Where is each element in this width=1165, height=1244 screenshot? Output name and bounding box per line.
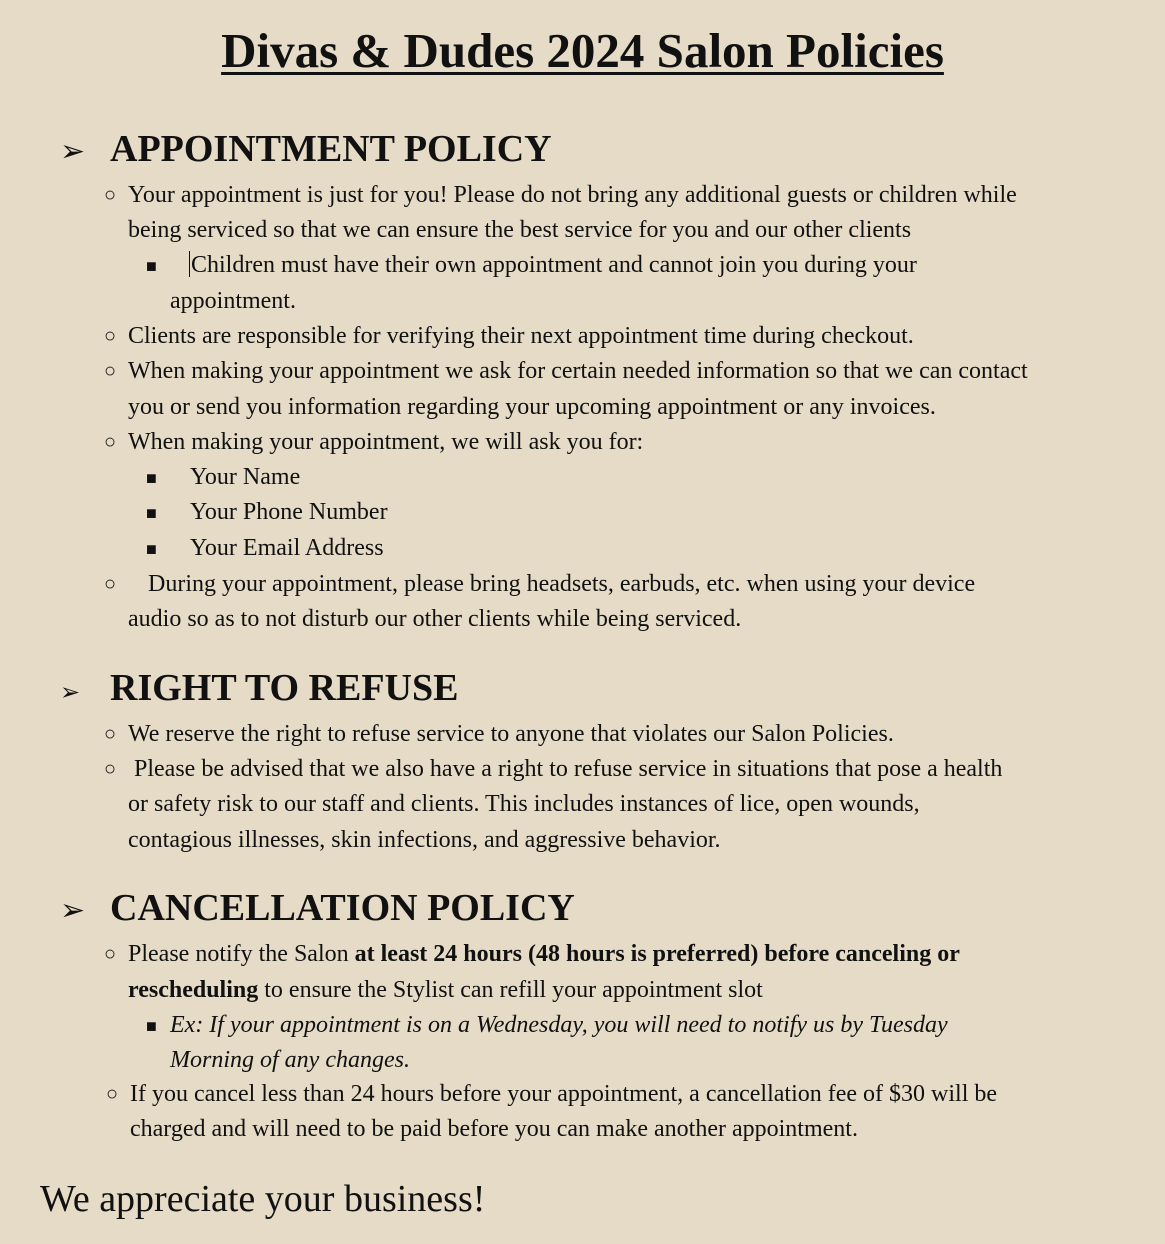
filled-square-icon: ■ (146, 1016, 157, 1036)
policy-text-plain: to ensure the Stylist can refill your appointment slot (258, 977, 763, 1003)
hollow-circle-icon: ○ (104, 758, 117, 780)
policy-example (170, 1009, 948, 1041)
arrowhead-icon: ➢ (60, 894, 86, 927)
section-heading-label: RIGHT TO REFUSE (110, 667, 459, 709)
policy-text (128, 974, 763, 1006)
section-heading-label: APPOINTMENT POLICY (110, 128, 552, 170)
hollow-circle-icon: ○ (104, 573, 117, 595)
hollow-circle-icon: ○ (104, 360, 117, 382)
policy-text: When making your appointment we ask for certain needed information so that we can contact (128, 358, 1028, 384)
section-heading-cancellation (60, 885, 575, 934)
filled-square-icon: ■ (146, 256, 157, 276)
policy-subitem-text: Your Email Address (190, 535, 384, 561)
section-heading-refuse (60, 665, 458, 716)
policy-text: being serviced so that we can ensure the best service for you and our other clients (128, 217, 912, 243)
closing-message: We appreciate your business! (40, 1178, 486, 1220)
policy-text: contagious illnesses, skin infections, and aggressive behavior. (128, 827, 721, 853)
policy-text: Please be advised that we also have a right to refuse service in situations that pose a health (134, 756, 1003, 782)
policy-text-plain: Please notify the Salon (128, 941, 355, 967)
page-title: Divas & Dudes 2024 Salon Policies (221, 23, 944, 78)
policy-subitem-text: Children must have their own appointment and cannot join you during your (191, 252, 917, 278)
hollow-circle-icon: ○ (104, 184, 117, 206)
arrowhead-icon: ➢ (60, 135, 86, 168)
policy-text: charged and will need to be paid before you can make another appointment. (130, 1116, 858, 1142)
policy-text: We reserve the right to refuse service to anyone that violates our Salon Policies. (128, 721, 894, 747)
section-heading-label: CANCELLATION POLICY (110, 887, 575, 929)
policy-text: Clients are responsible for verifying their next appointment time during checkout. (128, 323, 914, 349)
text-cursor (189, 251, 190, 277)
policy-text: audio so as to not disturb our other clients while being serviced. (128, 606, 742, 632)
policy-text: Your appointment is just for you! Please do not bring any additional guests or children while (128, 182, 1017, 208)
hollow-circle-icon: ○ (104, 943, 117, 965)
policy-text-emphasis: rescheduling (128, 977, 259, 1003)
section-heading-appointment (60, 126, 552, 175)
policy-example-text: Ex: If your appointment is on a Wednesday, you will need to notify us by Tuesday (170, 1012, 948, 1038)
policy-example-text: Morning of any changes. (170, 1047, 410, 1073)
policy-text: you or send you information regarding your upcoming appointment or any invoices. (128, 394, 936, 420)
policy-text (128, 938, 960, 970)
policy-text: or safety risk to our staff and clients. This includes instances of lice, open wounds, (128, 791, 920, 817)
arrowhead-icon: ➢ (60, 680, 81, 706)
policy-text: When making your appointment, we will ask you for: (128, 429, 644, 455)
filled-square-icon: ■ (146, 503, 157, 523)
policy-text-emphasis: at least 24 hours (48 hours is preferred) before canceling or (354, 941, 960, 967)
policy-subitem (189, 249, 917, 281)
filled-square-icon: ■ (146, 468, 157, 488)
policy-subitem-text: Your Phone Number (190, 499, 388, 525)
hollow-circle-icon: ○ (104, 723, 117, 745)
policy-subitem-text: Your Name (190, 464, 301, 490)
policy-example (170, 1044, 410, 1076)
policy-text: During your appointment, please bring headsets, earbuds, etc. when using your device (148, 571, 976, 597)
hollow-circle-icon: ○ (106, 1083, 119, 1105)
hollow-circle-icon: ○ (104, 431, 117, 453)
policy-subitem-text: appointment. (170, 288, 296, 314)
hollow-circle-icon: ○ (104, 325, 117, 347)
filled-square-icon: ■ (146, 539, 157, 559)
policy-text: If you cancel less than 24 hours before your appointment, a cancellation fee of $30 will be (130, 1081, 998, 1107)
